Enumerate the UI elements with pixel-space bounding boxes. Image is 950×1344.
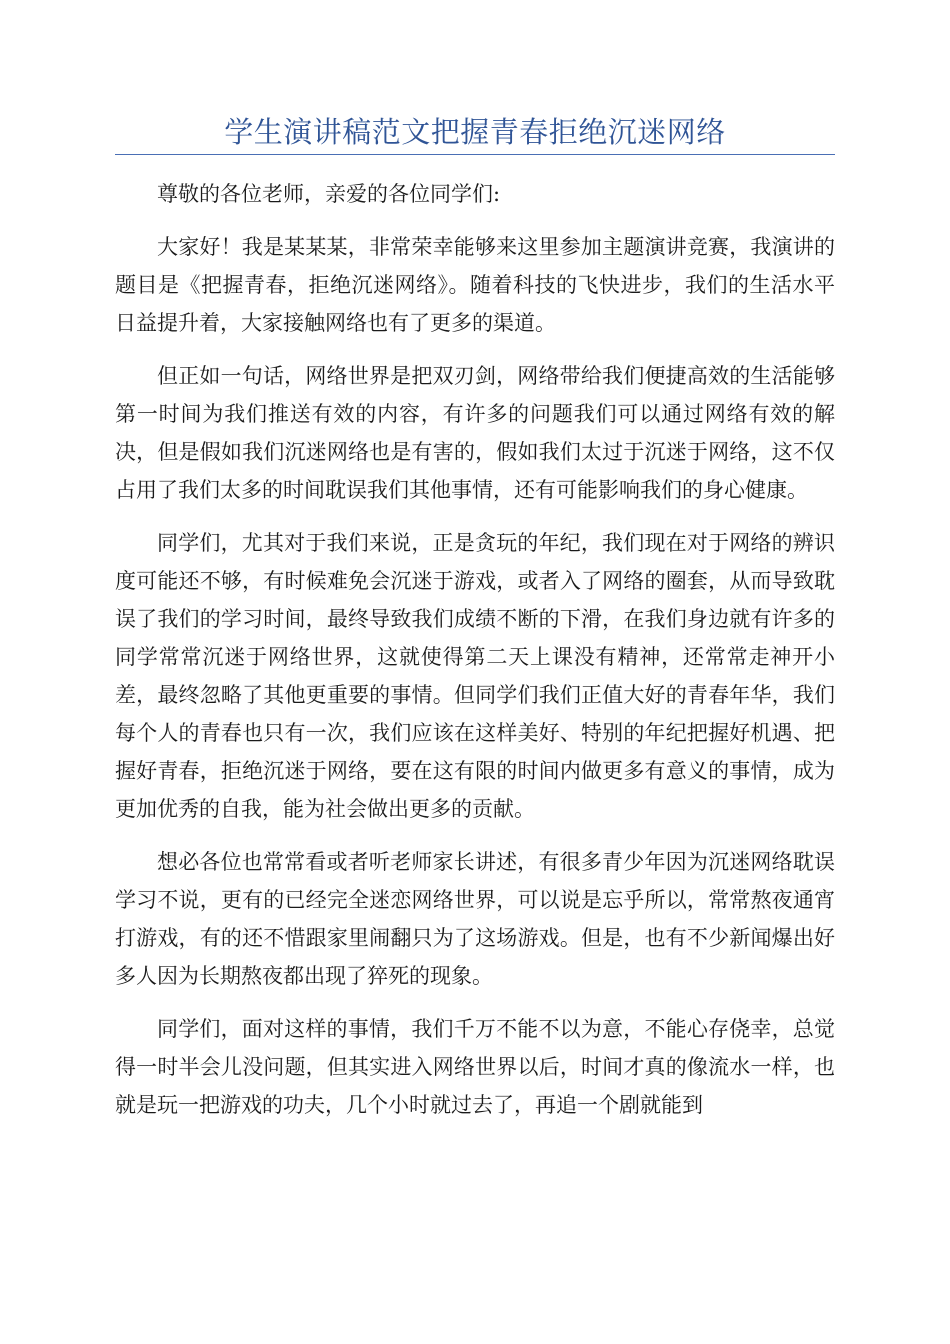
title-underline (115, 154, 835, 155)
paragraph-salutation: 尊敬的各位老师，亲爱的各位同学们: (157, 182, 501, 206)
paragraph-introduction: 大家好！我是某某某，非常荣幸能够来这里参加主题演讲竞赛，我演讲的题目是《把握青春，拒绝沉迷网络》。随着科技的飞快进步，我们的生活水平日益提升着，大家接触网络也有了更多的渠道。 (115, 235, 835, 335)
document-body (115, 175, 835, 1124)
paragraph-time-flows: 同学们，面对这样的事情，我们千万不能不以为意，不能心存侥幸，总觉得一时半会儿没问题，但其实进入网络世界以后，时间才真的像流水一样，也就是玩一把游戏的功夫，几个小时就过去了，再追一个剧就能到 (115, 1017, 835, 1117)
document-title: 学生演讲稿范文把握青春拒绝沉迷网络 (224, 115, 726, 149)
paragraph-students-age: 同学们，尤其对于我们来说，正是贪玩的年纪，我们现在对于网络的辨识度可能还不够，有时候难免会沉迷于游戏，或者入了网络的圈套，从而导致耽误了我们的学习时间，最终导致我们成绩不断的下滑，在我们身边就有许多的同学常常沉迷于网络世界，这就使得第二天上课没有精神，还常常走神开小差，最终忽略了其他更重要的事情。但同学们我们正值大好的青春年华，我们每个人的青春也只有一次，我们应该在这样美好、特别的年纪把握好机遇、把握好青春，拒绝沉迷于网络，要在这有限的时间内做更多有意义的事情，成为更加优秀的自我，能为社会做出更多的贡献。 (115, 531, 835, 821)
paragraph-double-edged-sword: 但正如一句话，网络世界是把双刃剑，网络带给我们便捷高效的生活能够第一时间为我们推送有效的内容，有许多的问题我们可以通过网络有效的解决，但是假如我们沉迷网络也是有害的，假如我们太过于沉迷于网络，这不仅占用了我们太多的时间耽误我们其他事情，还有可能影响我们的身心健康。 (115, 364, 835, 502)
document-page (115, 112, 835, 1139)
paragraph-news-examples: 想必各位也常常看或者听老师家长讲述，有很多青少年因为沉迷网络耽误学习不说，更有的已经完全迷恋网络世界，可以说是忘乎所以，常常熬夜通宵打游戏，有的还不惜跟家里闹翻只为了这场游戏。但是，也有不少新闻爆出好多人因为长期熬夜都出现了猝死的现象。 (115, 850, 835, 988)
